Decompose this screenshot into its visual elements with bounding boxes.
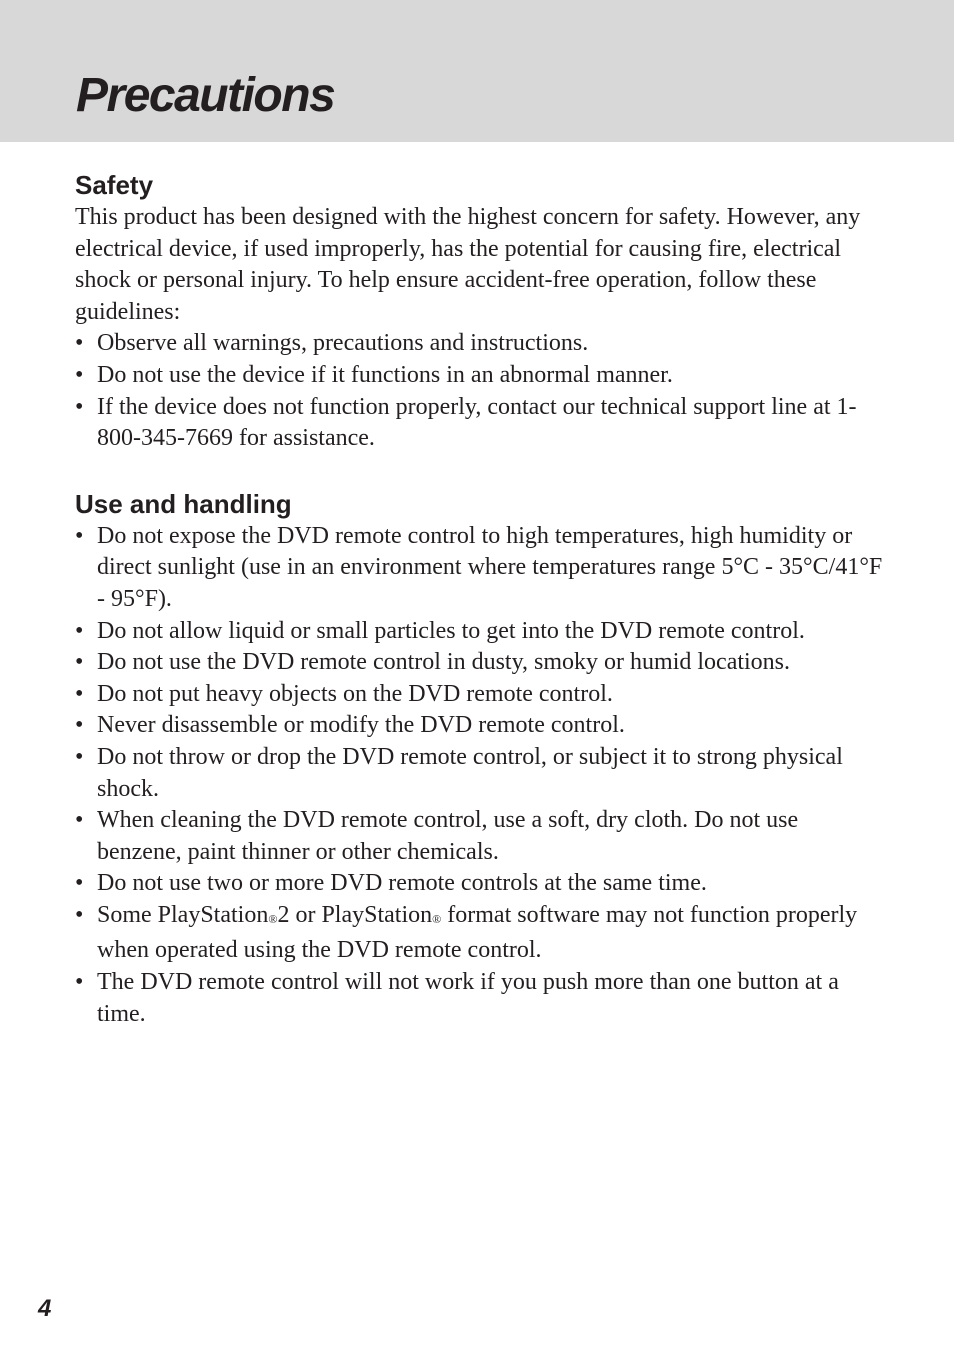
bullet-marker: • (75, 807, 84, 834)
section-spacer (75, 455, 885, 487)
page-title: Precautions (76, 69, 335, 122)
playstation-text: 2 or PlayStation (277, 901, 433, 928)
use-and-handling-section (75, 487, 885, 1031)
list-item (75, 647, 885, 679)
list-item-text (97, 902, 857, 964)
list-item (75, 967, 885, 1030)
bullet-marker: • (75, 743, 84, 770)
bullet-marker: • (75, 712, 84, 739)
list-item (75, 868, 885, 900)
list-item (75, 900, 885, 967)
list-item (75, 742, 885, 805)
list-item-text: When cleaning the DVD remote control, use a soft, dry cloth. Do not use benzene, paint thinner or other chemicals. (97, 807, 799, 865)
bullet-marker: • (75, 901, 84, 928)
list-item (75, 360, 885, 392)
list-item (75, 616, 885, 648)
list-item (75, 805, 885, 868)
registered-mark: ® (268, 911, 278, 926)
list-item-text: Do not throw or drop the DVD remote control, or subject it to strong physical shock. (97, 743, 843, 802)
list-item-text: Do not use the DVD remote control in dusty, smoky or humid locations. (97, 649, 791, 676)
list-item-text: Observe all warnings, precautions and instructions. (97, 330, 589, 357)
list-item-text: Do not use two or more DVD remote controls at the same time. (97, 870, 707, 897)
bullet-marker: • (75, 870, 84, 897)
bullet-marker: • (75, 649, 84, 676)
page-content (75, 168, 885, 1030)
bullet-marker: • (75, 361, 84, 388)
list-item (75, 710, 885, 742)
list-item-text: The DVD remote control will not work if you push more than one button at a time. (97, 969, 839, 1027)
bullet-marker: • (75, 617, 84, 644)
registered-mark: ® (432, 911, 442, 926)
playstation-text: Some PlayStation (97, 901, 269, 928)
bullet-marker: • (75, 522, 84, 549)
section-heading-use-and-handling: Use and handling (75, 488, 292, 519)
bullet-marker: • (75, 969, 84, 996)
list-item-text: If the device does not function properly, contact our technical support line at 1-800-345-7669 for assistance. (97, 393, 857, 452)
bullet-marker: • (75, 680, 84, 707)
list-item-text: Do not use the device if it functions in an abnormal manner. (97, 361, 673, 388)
safety-intro-paragraph: This product has been designed with the highest concern for safety. However, any electrical device, if used improperly, has the potential for causing fire, electrical shock or personal injury. To help ensure accident-free operation, follow these guidelines: (75, 204, 861, 325)
bullet-marker: • (75, 330, 84, 357)
list-item-text: Do not allow liquid or small particles to get into the DVD remote control. (97, 617, 805, 644)
list-item-text: Do not expose the DVD remote control to high temperatures, high humidity or direct sunlight (use in an environment where temperatures range 5°C - 35°C/41°F - 95°F). (97, 522, 883, 612)
list-item-text: Never disassemble or modify the DVD remote control. (97, 712, 625, 739)
handling-list (75, 521, 885, 1031)
list-item (75, 328, 885, 360)
list-item-text: Do not put heavy objects on the DVD remote control. (97, 680, 613, 707)
section-heading-safety: Safety (75, 170, 154, 200)
bullet-marker: • (75, 393, 84, 420)
list-item (75, 521, 885, 616)
safety-guidelines-list (75, 328, 885, 454)
page-number: 4 (38, 1295, 52, 1322)
playstation-text: format software may not function properly when operated using the DVD remote control. (97, 901, 858, 964)
safety-section (75, 168, 885, 455)
list-item (75, 392, 885, 455)
list-item (75, 679, 885, 711)
